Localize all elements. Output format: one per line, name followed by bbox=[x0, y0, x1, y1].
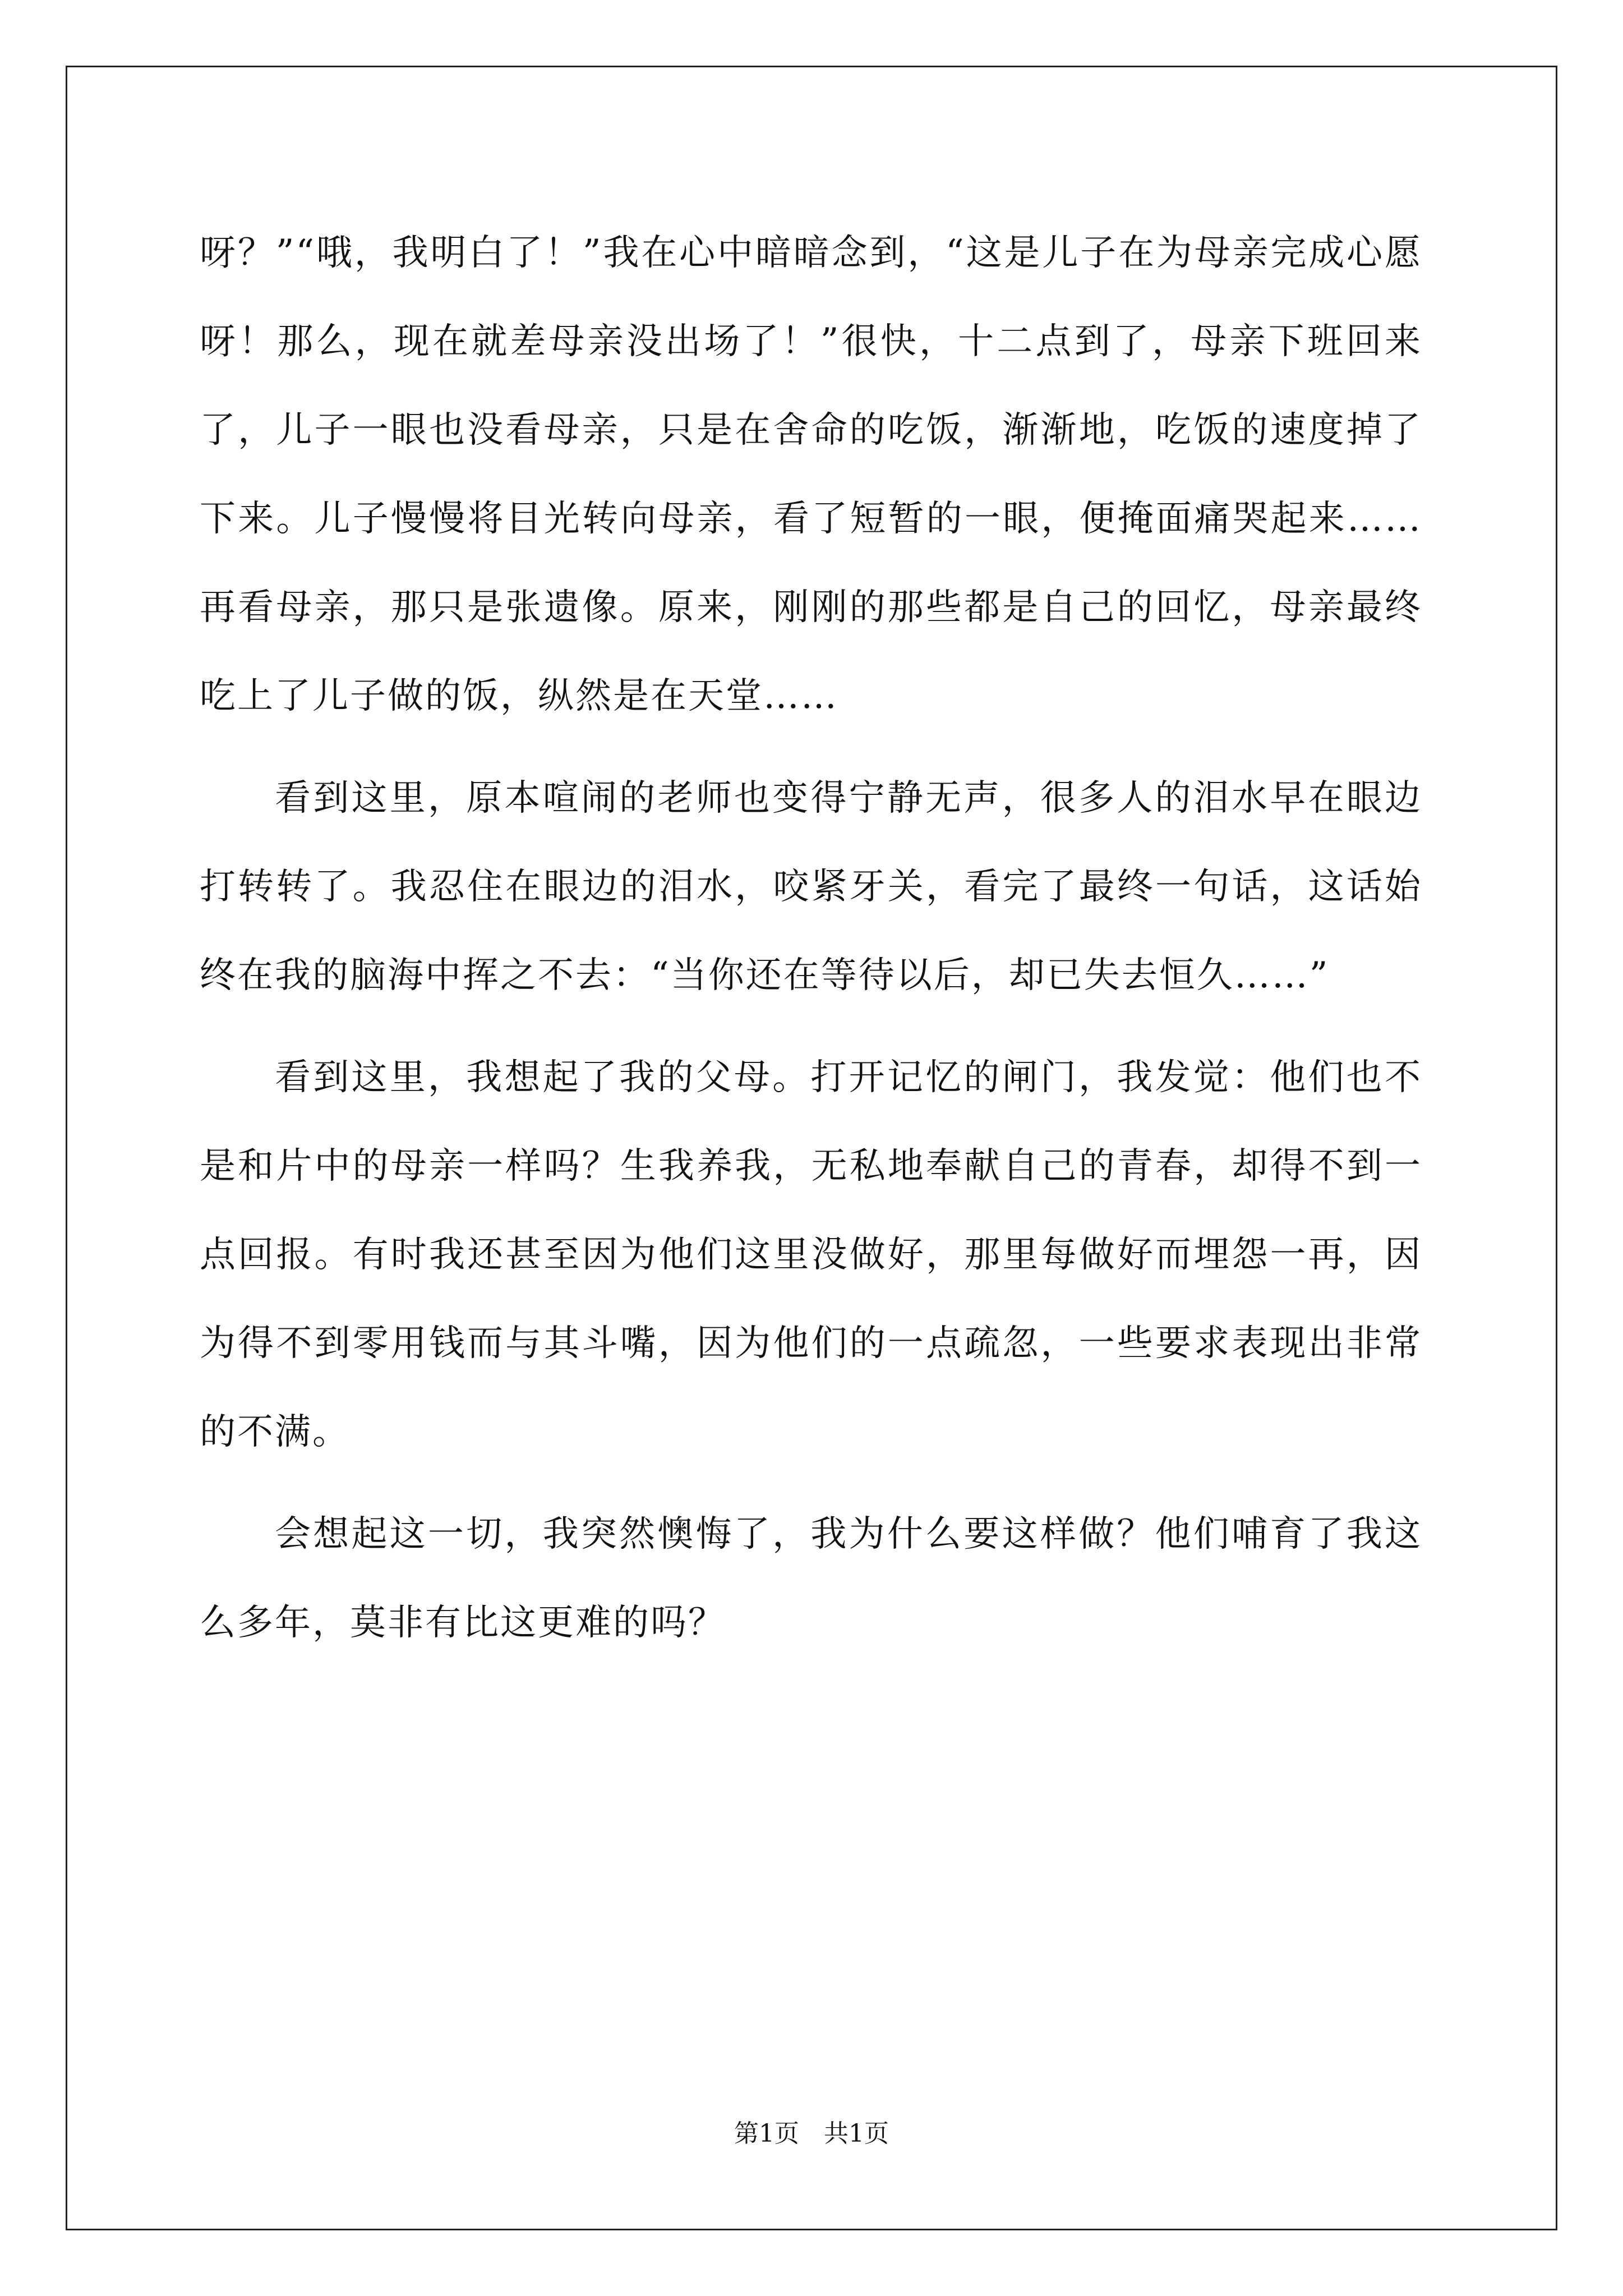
paragraph-2: 看到这里，原本喧闹的老师也变得宁静无声，很多人的泪水早在眼边打转转了。我忍住在眼边的泪水，咬紧牙关，看完了最终一句话，这话始终在我的脑海中挥之不去：“当你还在等待以后，却已失去恒久……” bbox=[200, 777, 1422, 996]
document-body bbox=[200, 209, 1422, 1681]
page-number-footer: 第1页 共1页 bbox=[734, 2119, 889, 2148]
paragraph-3: 看到这里，我想起了我的父母。打开记忆的闸门，我发觉：他们也不是和片中的母亲一样吗？生我养我，无私地奉献自己的青春，却得不到一点回报。有时我还甚至因为他们这里没做好，那里每做好而埋怨一再，因为得不到零用钱而与其斗嘴，因为他们的一点疏忽，一些要求表现出非常的不满。 bbox=[200, 1057, 1422, 1453]
paragraph-1: 呀？”“哦，我明白了！”我在心中暗暗念到，“这是儿子在为母亲完成心愿呀！那么，现在就差母亲没出场了！”很快，十二点到了，母亲下班回来了，儿子一眼也没看母亲，只是在舍命的吃饭，渐渐地，吃饭的速度掉了下来。儿子慢慢将目光转向母亲，看了短暂的一眼，便掩面痛哭起来……再看母亲，那只是张遗像。原来，刚刚的那些都是自己的回忆，母亲最终吃上了儿子做的饭，纵然是在天堂…… bbox=[200, 232, 1422, 717]
paragraph-4: 会想起这一切，我突然懊悔了，我为什么要这样做？他们哺育了我这么多年，莫非有比这更难的吗？ bbox=[200, 1513, 1422, 1644]
